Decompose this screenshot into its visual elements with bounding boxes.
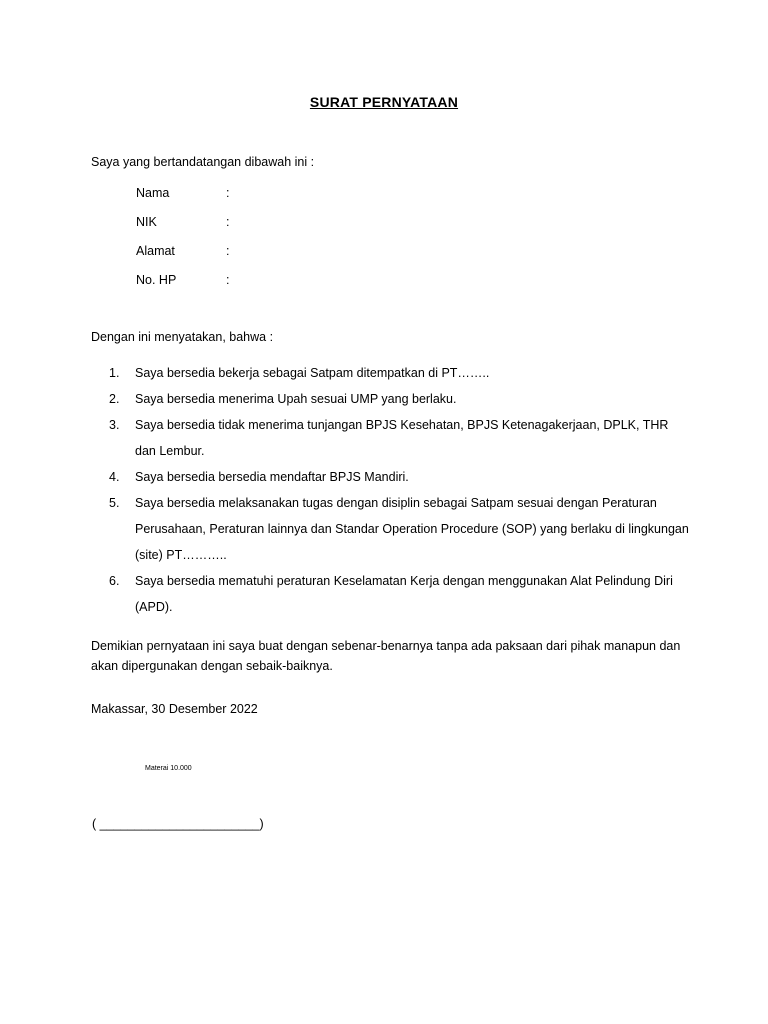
field-row-no-hp (136, 273, 229, 287)
list-text: Saya bersedia mematuhi peraturan Keselamatan Kerja dengan menggunakan Alat Pelindung Diri (APD). (135, 574, 673, 614)
list-text: Saya bersedia tidak menerima tunjangan BPJS Kesehatan, BPJS Ketenagakerjaan, DPLK, THR dan Lembur. (135, 418, 669, 458)
field-colon: : (226, 186, 230, 200)
list-number: 2. (109, 392, 120, 406)
list-item (109, 568, 689, 620)
stamp-label: Materai 10.000 (145, 765, 192, 772)
field-colon: : (226, 244, 230, 258)
field-colon: : (226, 273, 230, 287)
list-number: 1. (109, 366, 120, 380)
field-label: Nama (136, 186, 170, 200)
list-text: Saya bersedia melaksanakan tugas dengan disiplin sebagai Satpam sesuai dengan Peraturan Perusahaan, Peraturan lainnya dan Standar Operation Procedure (SOP) yang berlaku di lingkungan (site) PT……….. (135, 496, 689, 562)
list-item (109, 386, 689, 412)
statement-list (109, 360, 689, 620)
list-item (109, 490, 689, 568)
field-row-nama (136, 186, 229, 200)
statement-intro: Dengan ini menyatakan, bahwa : (91, 330, 274, 344)
field-label: Alamat (136, 244, 175, 258)
list-item (109, 412, 689, 464)
list-text: Saya bersedia bersedia mendaftar BPJS Mandiri. (135, 470, 409, 484)
closing-paragraph: Demikian pernyataan ini saya buat dengan sebenar-benarnya tanpa ada paksaan dari pihak manapun dan akan dipergunakan dengan sebaik-baiknya. (91, 639, 681, 673)
list-text: Saya bersedia menerima Upah sesuai UMP yang berlaku. (135, 392, 457, 406)
list-number: 6. (109, 574, 120, 588)
list-number: 3. (109, 418, 120, 432)
signature-line: ( _______________________) (92, 817, 264, 831)
place-date: Makassar, 30 Desember 2022 (91, 702, 258, 716)
list-item (109, 360, 689, 386)
field-colon: : (226, 215, 230, 229)
document-title: SURAT PERNYATAAN (309, 94, 459, 110)
intro-text: Saya yang bertandatangan dibawah ini : (91, 155, 315, 169)
field-row-nik (136, 215, 229, 229)
list-number: 4. (109, 470, 120, 484)
field-label: No. HP (136, 273, 177, 287)
field-label: NIK (136, 215, 157, 229)
field-row-alamat (136, 244, 229, 258)
list-item (109, 464, 689, 490)
list-number: 5. (109, 496, 120, 510)
list-text: Saya bersedia bekerja sebagai Satpam ditempatkan di PT…….. (135, 366, 490, 380)
